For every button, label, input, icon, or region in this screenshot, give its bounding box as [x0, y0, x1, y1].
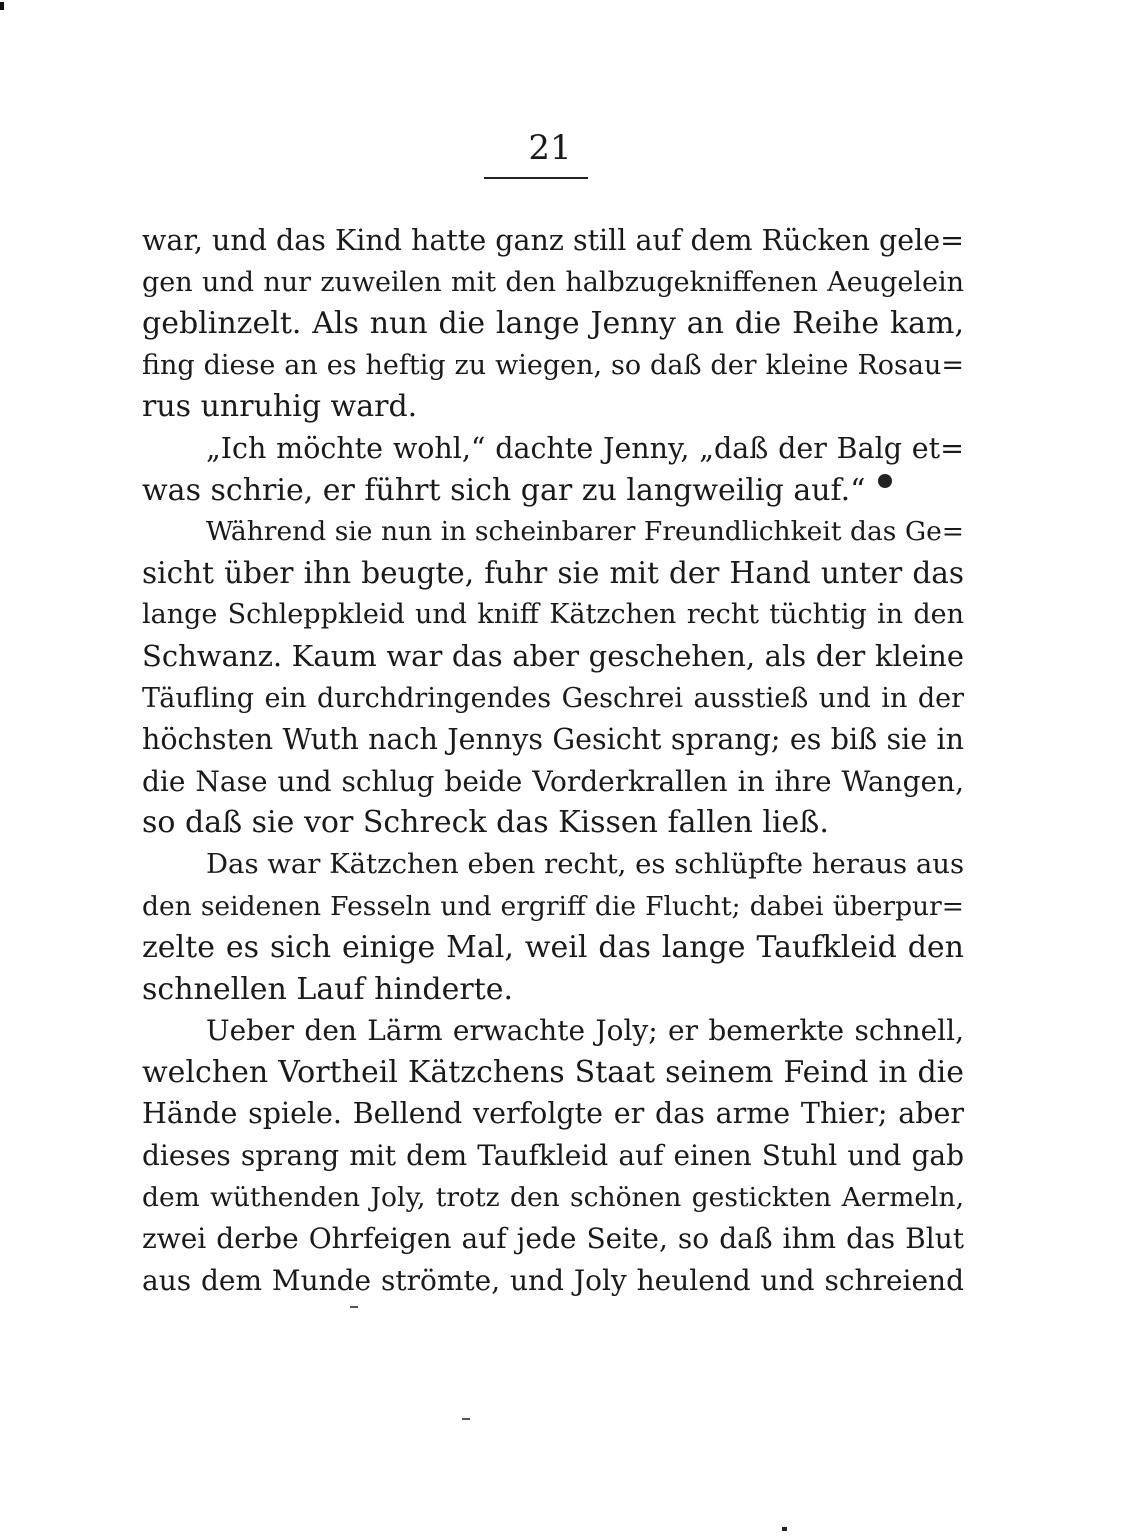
scan-speck [350, 1306, 358, 1308]
text-line: welchen Vortheil Kätzchens Staat seinem Feind in die [142, 1054, 964, 1090]
text-line: fing diese an es heftig zu wiegen, so daß der kleine Rosau= [142, 349, 964, 381]
scan-speck [0, 2, 4, 10]
scan-speck [782, 1527, 787, 1531]
text-line: was schrie, er führt sich gar zu langweilig auf.“ [142, 472, 866, 508]
text-line: zelte es sich einige Mal, weil das lange Taufkleid den [142, 930, 964, 966]
page-number: 21 [528, 128, 572, 168]
text-line: sicht über ihn beugte, fuhr sie mit der Hand unter das [142, 555, 964, 590]
text-line: rus unruhig ward. [142, 389, 418, 425]
text-line: dem wüthenden Joly, trotz den schönen gestickten Aermeln, [142, 1181, 964, 1213]
text-line: Täufling ein durchdringendes Geschrei ausstieß und in der [142, 682, 964, 714]
text-line: dieses sprang mit dem Taufkleid auf einen Stuhl und gab [142, 1139, 964, 1173]
text-line: „Ich möchte wohl,“ dachte Jenny, „daß der Balg et= [206, 431, 964, 465]
text-line: zwei derbe Ohrfeigen auf jede Seite, so daß ihm das Blut [142, 1222, 964, 1256]
scan-speck [462, 1418, 470, 1420]
text-line: aus dem Munde strömte, und Joly heulend und schreiend [142, 1263, 964, 1297]
text-line: Das war Kätzchen eben recht, es schlüpfte heraus aus [206, 847, 964, 880]
text-line: lange Schleppkleid und kniff Kätzchen recht tüchtig in den [142, 599, 964, 631]
text-line: den seidenen Fesseln und ergriff die Flucht; dabei überpur= [142, 890, 964, 922]
body-text [142, 220, 964, 1301]
text-line: Schwanz. Kaum war das aber geschehen, als der kleine [142, 638, 964, 673]
text-line: geblinzelt. Als nun die lange Jenny an die Reihe kam, [142, 306, 964, 342]
text-line: höchsten Wuth nach Jennys Gesicht sprang; es biß sie in [142, 723, 964, 757]
text-line: Während sie nun in scheinbarer Freundlichkeit das Ge= [206, 516, 964, 548]
text-line: so daß sie vor Schreck das Kissen fallen ließ. [142, 805, 829, 841]
text-line: gen und nur zuweilen mit den halbzugekniffenen Aeugelein [142, 266, 964, 298]
text-line: Ueber den Lärm erwachte Joly; er bemerkte schnell, [206, 1014, 964, 1048]
ink-blot [878, 474, 892, 488]
text-line: Hände spiele. Bellend verfolgte er das arme Thier; aber [142, 1097, 964, 1131]
header-rule [484, 177, 588, 179]
text-line: die Nase und schlug beide Vorderkrallen in ihre Wangen, [142, 764, 964, 798]
text-line: war, und das Kind hatte ganz still auf dem Rücken gele= [142, 224, 964, 257]
text-line: schnellen Lauf hinderte. [142, 971, 514, 1007]
